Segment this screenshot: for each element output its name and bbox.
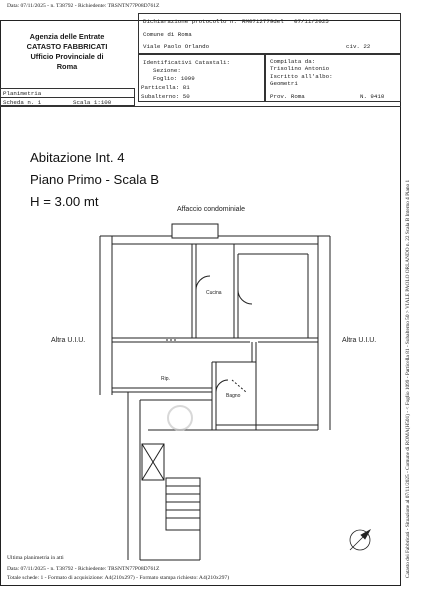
protocol-label: Dichiarazione protocollo n. [143, 18, 237, 25]
altra-uiu-right: Altra U.I.U. [342, 337, 377, 344]
height: H = 3.00 mt [30, 194, 99, 209]
catasto-label: CATASTO FABBRICATI [26, 42, 108, 51]
scala: Scala 1:100 [73, 99, 112, 106]
particella: Particella: 81 [141, 84, 190, 91]
protocol-number: RM0712779del [242, 18, 284, 25]
vertical-cadastral-text [405, 179, 417, 578]
altra-uiu-left: Altra U.I.U. [51, 337, 86, 344]
bagno-label: Bagno [226, 393, 241, 399]
prov: Prov. Roma [270, 93, 305, 100]
vertical-text: Catasto dei Fabbricati - Situazione al 07/11/2025 - Comune di ROMA(H501) - < Foglio 1099 - Particella 81 - Subalterno 50 > VIALE PAOLO ORLANDO n. 22 Scala B Interno 4 Piano 1 [405, 179, 411, 578]
footer-line-1: Data: 07/11/2025 - n. T38792 - Richiedente: TRSNTN77P08D761Z [7, 566, 160, 572]
civic-number: civ. 22 [346, 43, 371, 50]
scheda: Scheda n. 1 [3, 99, 42, 106]
apartment-title: Abitazione Int. 4 [30, 150, 125, 165]
planimetria-title: Planimetria [3, 90, 42, 97]
subalterno: Subalterno: 50 [141, 93, 190, 100]
address: Viale Paolo Orlando [143, 43, 210, 50]
protocol-date: 07/11/2025 [294, 18, 329, 25]
compilata-name: Trisolino Antonio [270, 65, 330, 72]
cucina-label: Cucina [206, 290, 222, 296]
ufficio-city: Roma [56, 62, 78, 71]
iscritto-label: Iscritto all'albo: [270, 73, 333, 80]
albo-number: N. 9410 [360, 93, 385, 100]
compilata-title: Compilata da: [270, 58, 316, 65]
north-arrow [350, 530, 370, 550]
comune: Comune di Roma [143, 31, 192, 38]
foglio: Foglio: 1099 [153, 75, 195, 82]
ufficio-label: Ufficio Provinciale di [30, 52, 104, 61]
agency-name: Agenzia delle Entrate [29, 32, 105, 41]
sezione: Sezione: [153, 67, 181, 74]
albo: Geometri [270, 80, 298, 87]
floor-stair: Piano Primo - Scala B [30, 172, 159, 187]
footer-line-2: Totale schede: 1 - Formato di acquisizione: A4(210x297) - Formato stampa richiesto: A4(210x297) [7, 575, 230, 581]
rip-label: Rip. [161, 376, 170, 382]
affaccio-label: Affaccio condominiale [177, 206, 245, 213]
ultima-planimetria: Ultima planimetria in atti [7, 555, 64, 561]
header-line: Data: 07/11/2025 - n. T38792 - Richiedente: TRSNTN77P08D761Z [7, 3, 160, 9]
catastal-title: Identificativi Catastali: [143, 59, 230, 66]
